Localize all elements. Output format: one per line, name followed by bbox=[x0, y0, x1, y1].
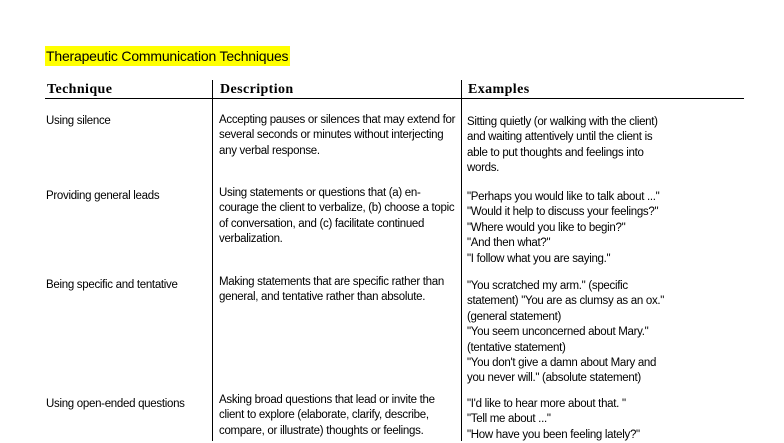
document-title: Therapeutic Communication Techniques bbox=[46, 48, 289, 64]
row-4-examples: "I'd like to hear more about that. " "Tell me about ..." "How have you been feeling lately?" bbox=[467, 398, 640, 441]
column-divider-2 bbox=[461, 80, 462, 441]
row-3-technique: Being specific and tentative bbox=[46, 279, 178, 291]
row-3-description: Making statements that are specific rather than general, and tentative rather than absolute. bbox=[219, 276, 444, 304]
column-header-examples: Examples bbox=[468, 82, 530, 97]
row-1-description: Accepting pauses or silences that may extend for several seconds or minutes without interjecting any verbal response. bbox=[219, 114, 456, 157]
row-2-examples: "Perhaps you would like to talk about ..." "Would it help to discuss your feelings?" "Where would you like to begin?" "And then what?" "I follow what you are saying." bbox=[467, 191, 660, 265]
row-1-technique: Using silence bbox=[46, 115, 111, 127]
row-4-description: Asking broad questions that lead or invite the client to explore (elaborate, clarify, describe, compare, or illustrate) thoughts or feelings. bbox=[219, 394, 435, 437]
row-2-technique: Providing general leads bbox=[46, 190, 160, 202]
column-divider-1 bbox=[212, 80, 213, 441]
table-header bbox=[0, 80, 784, 100]
column-header-technique: Technique bbox=[47, 82, 113, 97]
column-header-description: Description bbox=[220, 82, 294, 97]
row-3-examples: "You scratched my arm." (specific statement) "You are as clumsy as an ox." (general statement) "You seem unconcerned about Mary." (tentative statement) "You don't give a damn about Mary and you never will." (absolute statement) bbox=[467, 280, 665, 385]
row-4-technique: Using open-ended questions bbox=[46, 398, 185, 410]
row-1-examples: Sitting quietly (or walking with the client) and waiting attentively until the client is able to put thoughts and feelings into words. bbox=[467, 116, 658, 175]
row-2-description: Using statements or questions that (a) en- courage the client to verbalize, (b) choose a topic of conversation, and (c) facilitate continued verbalization. bbox=[219, 187, 455, 246]
header-divider bbox=[45, 98, 744, 99]
